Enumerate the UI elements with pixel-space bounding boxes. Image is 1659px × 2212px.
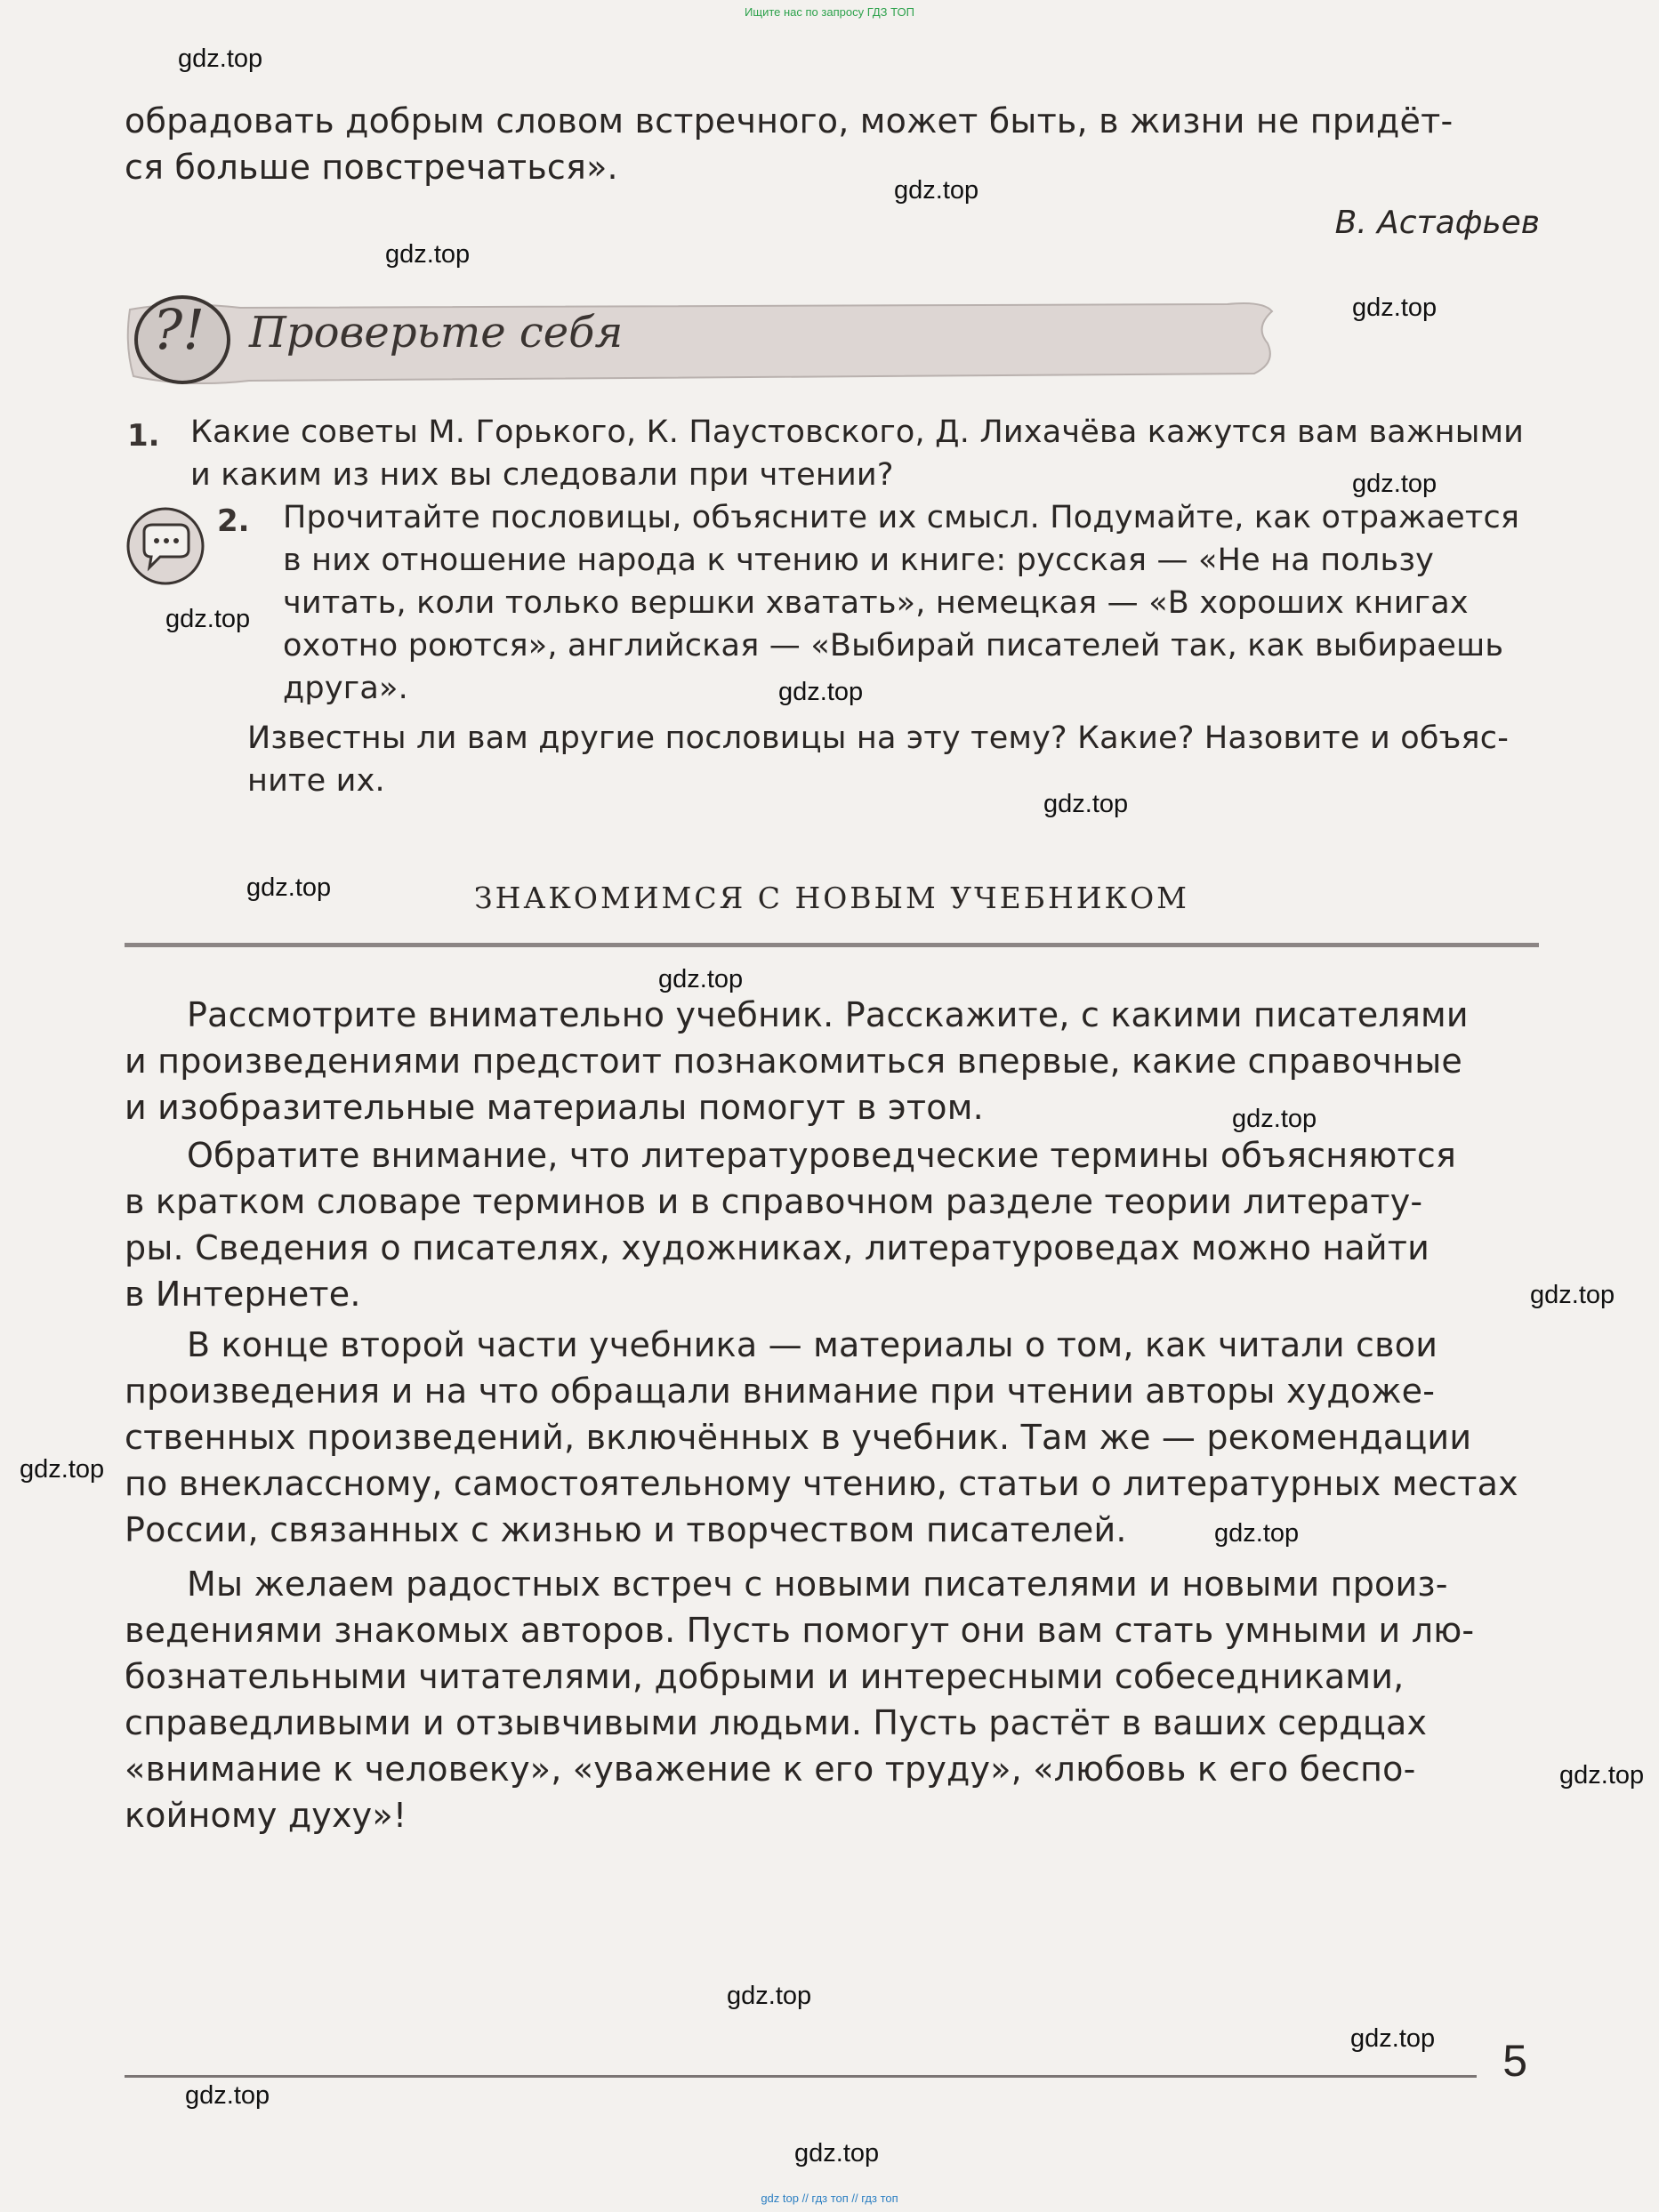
- watermark: gdz.top: [658, 965, 744, 993]
- text-line: обрадовать добрым словом встречного, может быть, в жизни не придёт-: [125, 101, 1454, 141]
- text-line: Прочитайте пословицы, объясните их смысл. Подумайте, как отражается: [283, 500, 1520, 535]
- watermark: gdz.top: [1559, 1761, 1645, 1790]
- watermark: gdz.top: [1352, 294, 1438, 322]
- question-2-text: [283, 496, 1539, 710]
- section-title: ЗНАКОМИМСЯ С НОВЫМ УЧЕБНИКОМ: [474, 881, 1189, 915]
- text-line: в Интернете.: [125, 1275, 361, 1314]
- text-line: ры. Сведения о писателях, художниках, литературоведах можно найти: [125, 1228, 1430, 1267]
- discussion-icon: [125, 505, 206, 587]
- text-line: по внеклассному, самостоятельному чтению, статьи о литературных местах: [125, 1464, 1518, 1503]
- text-line: ственных произведений, включённых в учебник. Там же — рекомендации: [125, 1418, 1472, 1457]
- text-line: койному духу»!: [125, 1796, 407, 1835]
- question-exclamation-icon: ?!: [153, 297, 205, 362]
- paragraph-2: [187, 1132, 1539, 1178]
- text-line: справедливыми и отзывчивыми людьми. Пусть растёт в ваших сердцах: [125, 1703, 1428, 1742]
- text-line: произведения и на что обращали внимание при чтении авторы художе-: [125, 1371, 1436, 1411]
- text-line: и изобразительные материалы помогут в этом.: [125, 1088, 984, 1127]
- section-divider: [125, 943, 1539, 947]
- watermark: gdz.top: [246, 873, 332, 902]
- text-line: России, связанных с жизнью и творчеством писателей.: [125, 1510, 1127, 1549]
- text-line: Обратите внимание, что литературоведческие термины объясняются: [187, 1136, 1457, 1175]
- text-line: в них отношение народа к чтению и книге: русская — «Не на пользу: [283, 543, 1435, 578]
- paragraph-3: [187, 1322, 1539, 1368]
- watermark: gdz.top: [385, 240, 471, 269]
- page-number: 5: [1502, 2036, 1527, 2086]
- text-line: ните их.: [247, 763, 385, 799]
- watermark: gdz.top: [1350, 2024, 1436, 2053]
- watermark: gdz.top: [1214, 1519, 1300, 1548]
- text-line: в кратком словаре терминов и в справочном разделе теории литерату-: [125, 1182, 1423, 1221]
- quote-text: [125, 98, 1539, 190]
- bottom-banner: gdz top // гдз топ // гдз топ: [761, 2192, 898, 2205]
- text-line: и произведениями предстоит познакомиться впервые, какие справочные: [125, 1042, 1463, 1081]
- watermark: gdz.top: [1043, 790, 1129, 818]
- watermark: gdz.top: [1530, 1281, 1615, 1309]
- question-1-text: [190, 411, 1539, 496]
- paragraph-2-cont: [125, 1178, 1539, 1317]
- question-2-extra: [247, 717, 1539, 802]
- text-line: и каким из них вы следовали при чтении?: [190, 457, 894, 493]
- top-banner: Ищите нас по запросу ГДЗ ТОП: [745, 5, 914, 19]
- check-yourself-title: Проверьте себя: [249, 308, 624, 358]
- check-yourself-header: [125, 292, 1281, 390]
- quote-author: В. Астафьев: [1334, 205, 1540, 241]
- text-line: ся больше повстречаться».: [125, 148, 618, 187]
- watermark: gdz.top: [727, 1982, 812, 2010]
- watermark: gdz.top: [894, 176, 979, 205]
- watermark: gdz.top: [185, 2081, 270, 2110]
- text-line: Рассмотрите внимательно учебник. Расскажите, с какими писателями: [187, 995, 1469, 1034]
- text-line: читать, коли только вершки хватать», немецкая — «В хороших книгах: [283, 585, 1469, 621]
- text-line: ведениями знакомых авторов. Пусть помогут они вам стать умными и лю-: [125, 1611, 1475, 1650]
- watermark: gdz.top: [165, 605, 251, 633]
- watermark: gdz.top: [20, 1455, 105, 1484]
- text-line: бознательными читателями, добрыми и интересными собеседниками,: [125, 1657, 1405, 1696]
- watermark: gdz.top: [1232, 1105, 1317, 1133]
- text-line: охотно роются», английская — «Выбирай писателей так, как выбираешь: [283, 628, 1504, 664]
- text-line: Известны ли вам другие пословицы на эту тему? Какие? Назовите и объяс-: [247, 720, 1510, 756]
- question-1-number: 1.: [127, 418, 160, 454]
- paragraph-1-cont: [125, 1038, 1539, 1130]
- paragraph-1: [187, 992, 1539, 1038]
- text-line: Мы желаем радостных встреч с новыми писателями и новыми произ-: [187, 1564, 1448, 1604]
- text-line: «внимание к человеку», «уважение к его труду», «любовь к его беспо-: [125, 1749, 1416, 1789]
- text-line: В конце второй части учебника — материалы о том, как читали свои: [187, 1325, 1438, 1364]
- watermark: gdz.top: [1352, 470, 1438, 498]
- paragraph-3-cont: [125, 1368, 1539, 1553]
- footer-divider: [125, 2075, 1477, 2078]
- watermark: gdz.top: [178, 44, 263, 73]
- watermark: gdz.top: [794, 2139, 880, 2168]
- paragraph-4: [187, 1561, 1539, 1607]
- question-2-number: 2.: [217, 503, 250, 539]
- paragraph-4-cont: [125, 1607, 1539, 1838]
- text-line: друга».: [283, 671, 408, 706]
- text-line: Какие советы М. Горького, К. Паустовского, Д. Лихачёва кажутся вам важными: [190, 414, 1525, 450]
- watermark: gdz.top: [778, 678, 864, 706]
